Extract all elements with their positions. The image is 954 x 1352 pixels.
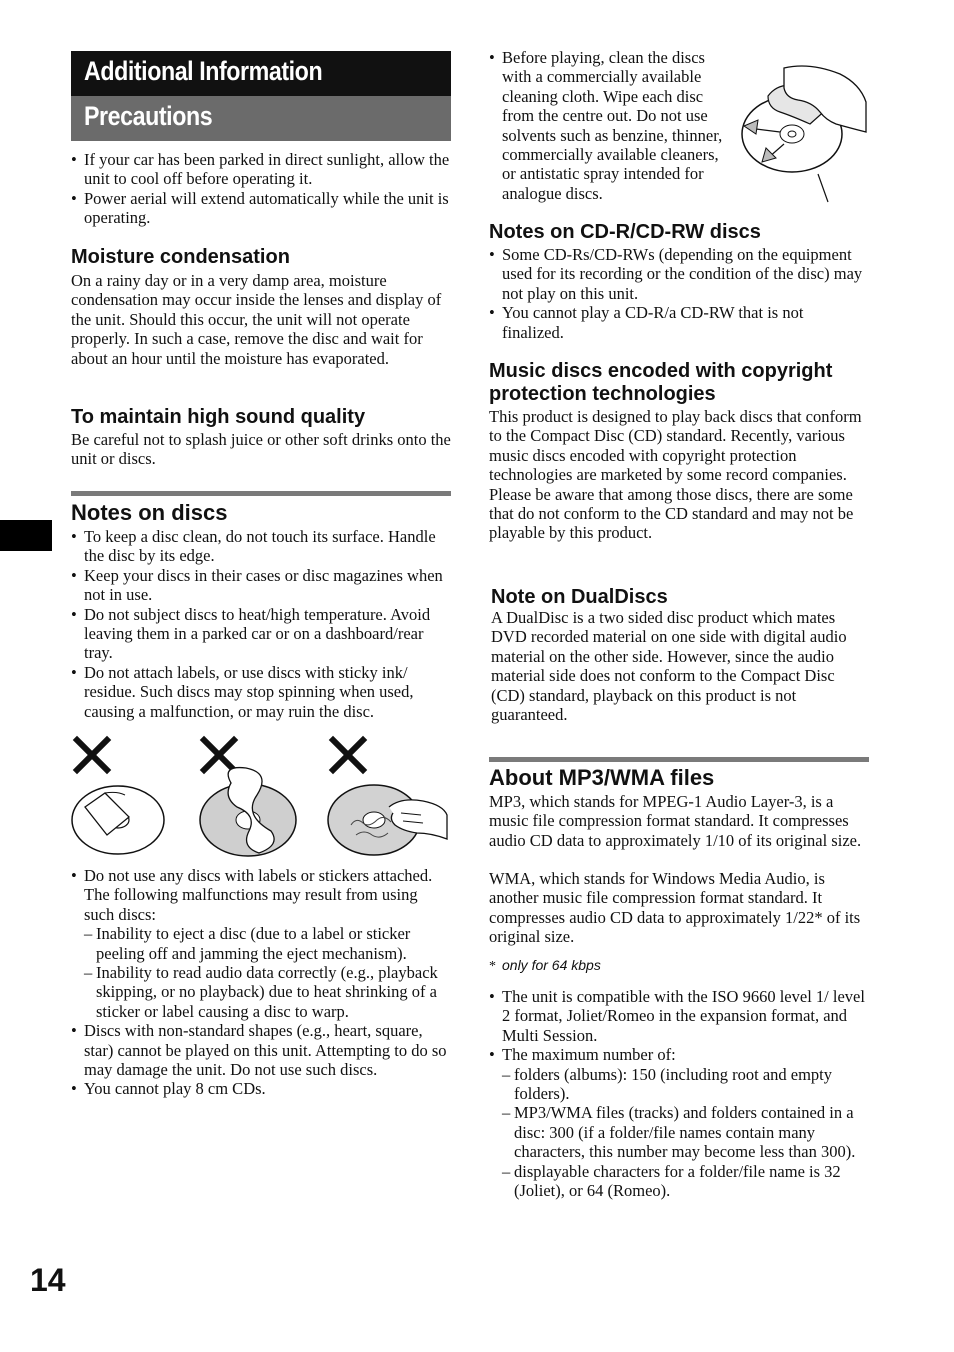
list-item: • The unit is compatible with the ISO 9660 level 1/ level 2 format, Joliet/Romeo in the expansion format, and Multi Session. [489, 987, 869, 1045]
section-rule [489, 757, 869, 762]
list-item: • Some CD-Rs/CD-RWs (depending on the equipment used for its recording or the condition of the disc) may not play on this unit. [489, 245, 869, 303]
dualdisc-text: A DualDisc is a two sided disc product which mates DVD recorded material on one side with digital audio material on the other side. However, since the audio material side does not conform to the Compact Disc (CD) standard, playback on this product is not guaranteed. [491, 608, 847, 725]
mp3-heading: About MP3/WMA files [489, 765, 715, 790]
copyright-text: This product is designed to play back discs that conform to the Compact Disc (CD) standard. Recently, various music discs encoded with copyright protection technologies are marketed by some record companies. Please be aware that among those discs, there are some that do not conform to the CD standard and may not be playable by this product. [489, 407, 862, 543]
labels-follow-text: The following malfunctions may result from using such discs: [84, 885, 418, 924]
labels-section [71, 866, 451, 1099]
disc-with-label-icon [72, 786, 164, 854]
disc-with-residue-icon [328, 785, 447, 855]
footnote-mark: * [489, 959, 496, 974]
list-item: • You cannot play a CD-R/a CD-RW that is not finalized. [489, 303, 869, 342]
cleaning-list [489, 48, 733, 203]
cdr-heading: Notes on CD-R/CD-RW discs [489, 221, 761, 243]
list-item: • You cannot play 8 cm CDs. [71, 1079, 451, 1098]
prohibited-x-icon [204, 740, 234, 770]
list-item: – Inability to read audio data correctly (e.g., playback skipping, or no playback) due to heat shrinking of a sticker or label causing a disc to warp. [84, 963, 451, 1021]
sound-heading: To maintain high sound quality [71, 406, 366, 428]
list-item: – folders (albums): 150 (including root and empty folders). [502, 1065, 869, 1104]
list-item: – displayable characters for a folder/file name is 32 (Joliet), or 64 (Romeo). [502, 1162, 869, 1201]
copyright-heading: Music discs encoded with copyright protection technologies [489, 360, 833, 405]
section-title: Additional Information [84, 56, 323, 86]
section-tab-marker [0, 520, 52, 551]
prohibited-x-icon [333, 740, 363, 770]
list-item: • To keep a disc clean, do not touch its surface. Handle the disc by its edge. [71, 527, 451, 566]
page-title: Precautions [84, 101, 213, 131]
list-item [489, 1045, 869, 1200]
prohibited-discs-illustration [71, 735, 451, 860]
cdr-list [489, 245, 869, 342]
footnote-text: only for 64 kbps [502, 957, 601, 973]
disc-with-tape-icon [200, 768, 296, 856]
prohibited-x-icon [77, 740, 107, 770]
list-item: – Inability to eject a disc (due to a label or sticker peeling off and jamming the eject mechanism). [84, 924, 451, 963]
list-item: • Do not attach labels, or use discs with sticky ink/ residue. Such discs may stop spinning when used, causing a malfunction, or may ruin the disc. [71, 663, 451, 721]
list-item: • Power aerial will extend automatically while the unit is operating. [71, 189, 451, 228]
section-rule [71, 491, 451, 496]
moisture-text: On a rainy day or in a very damp area, moisture condensation may occur inside the lenses and display of the unit. Should this occur, the unit will not operate properly. In such a case, remove the disc and wait for about an hour until the moisture has evaporated. [71, 271, 442, 368]
discs-list [71, 527, 451, 721]
page-title-banner [71, 96, 451, 141]
mp3-para2: WMA, which stands for Windows Media Audio, is another music file compression format standard. It compresses audio CD data to approximately 1/22* of its original size. [489, 869, 861, 947]
mp3-list [489, 987, 869, 1200]
dualdisc-heading: Note on DualDiscs [491, 586, 668, 608]
list-item [71, 866, 451, 1021]
list-item: • Before playing, clean the discs with a commercially available cleaning cloth. Wipe each disc from the centre out. Do not use solvents such as benzine, thinner, commercially available cleaners, or antistatic spray intended for analogue discs. [489, 48, 733, 203]
discs-heading: Notes on discs [71, 500, 228, 525]
section-banner [71, 51, 451, 96]
intro-list [71, 150, 451, 228]
page-number: 14 [30, 1262, 66, 1298]
mp3-para1: MP3, which stands for MPEG-1 Audio Layer-3, is a music file compression format standard. It compresses audio CD data to approximately 1/10 of its original size. [489, 792, 862, 850]
sound-text: Be careful not to splash juice or other soft drinks onto the unit or discs. [71, 430, 451, 469]
labels-bullet-text: Do not use any discs with labels or stickers attached. [84, 866, 433, 885]
moisture-heading: Moisture condensation [71, 246, 290, 268]
list-item: • If your car has been parked in direct sunlight, allow the unit to cool off before operating it. [71, 150, 451, 189]
disc-cleaning-illustration [740, 62, 868, 210]
footnote [489, 957, 869, 975]
list-item: • Do not subject discs to heat/high temperature. Avoid leaving them in a parked car or on a dashboard/rear tray. [71, 605, 451, 663]
disc-cleaning-icon [742, 66, 866, 202]
max-intro-text: The maximum number of: [502, 1045, 676, 1065]
list-item: • Keep your discs in their cases or disc magazines when not in use. [71, 566, 451, 605]
list-item: – MP3/WMA files (tracks) and folders contained in a disc: 300 (if a folder/file names contain many characters, this number may become less than 300). [502, 1103, 869, 1161]
list-item: • Discs with non-standard shapes (e.g., heart, square, star) cannot be played on this unit. Attempting to do so may damage the unit. Do not use such discs. [71, 1021, 451, 1079]
